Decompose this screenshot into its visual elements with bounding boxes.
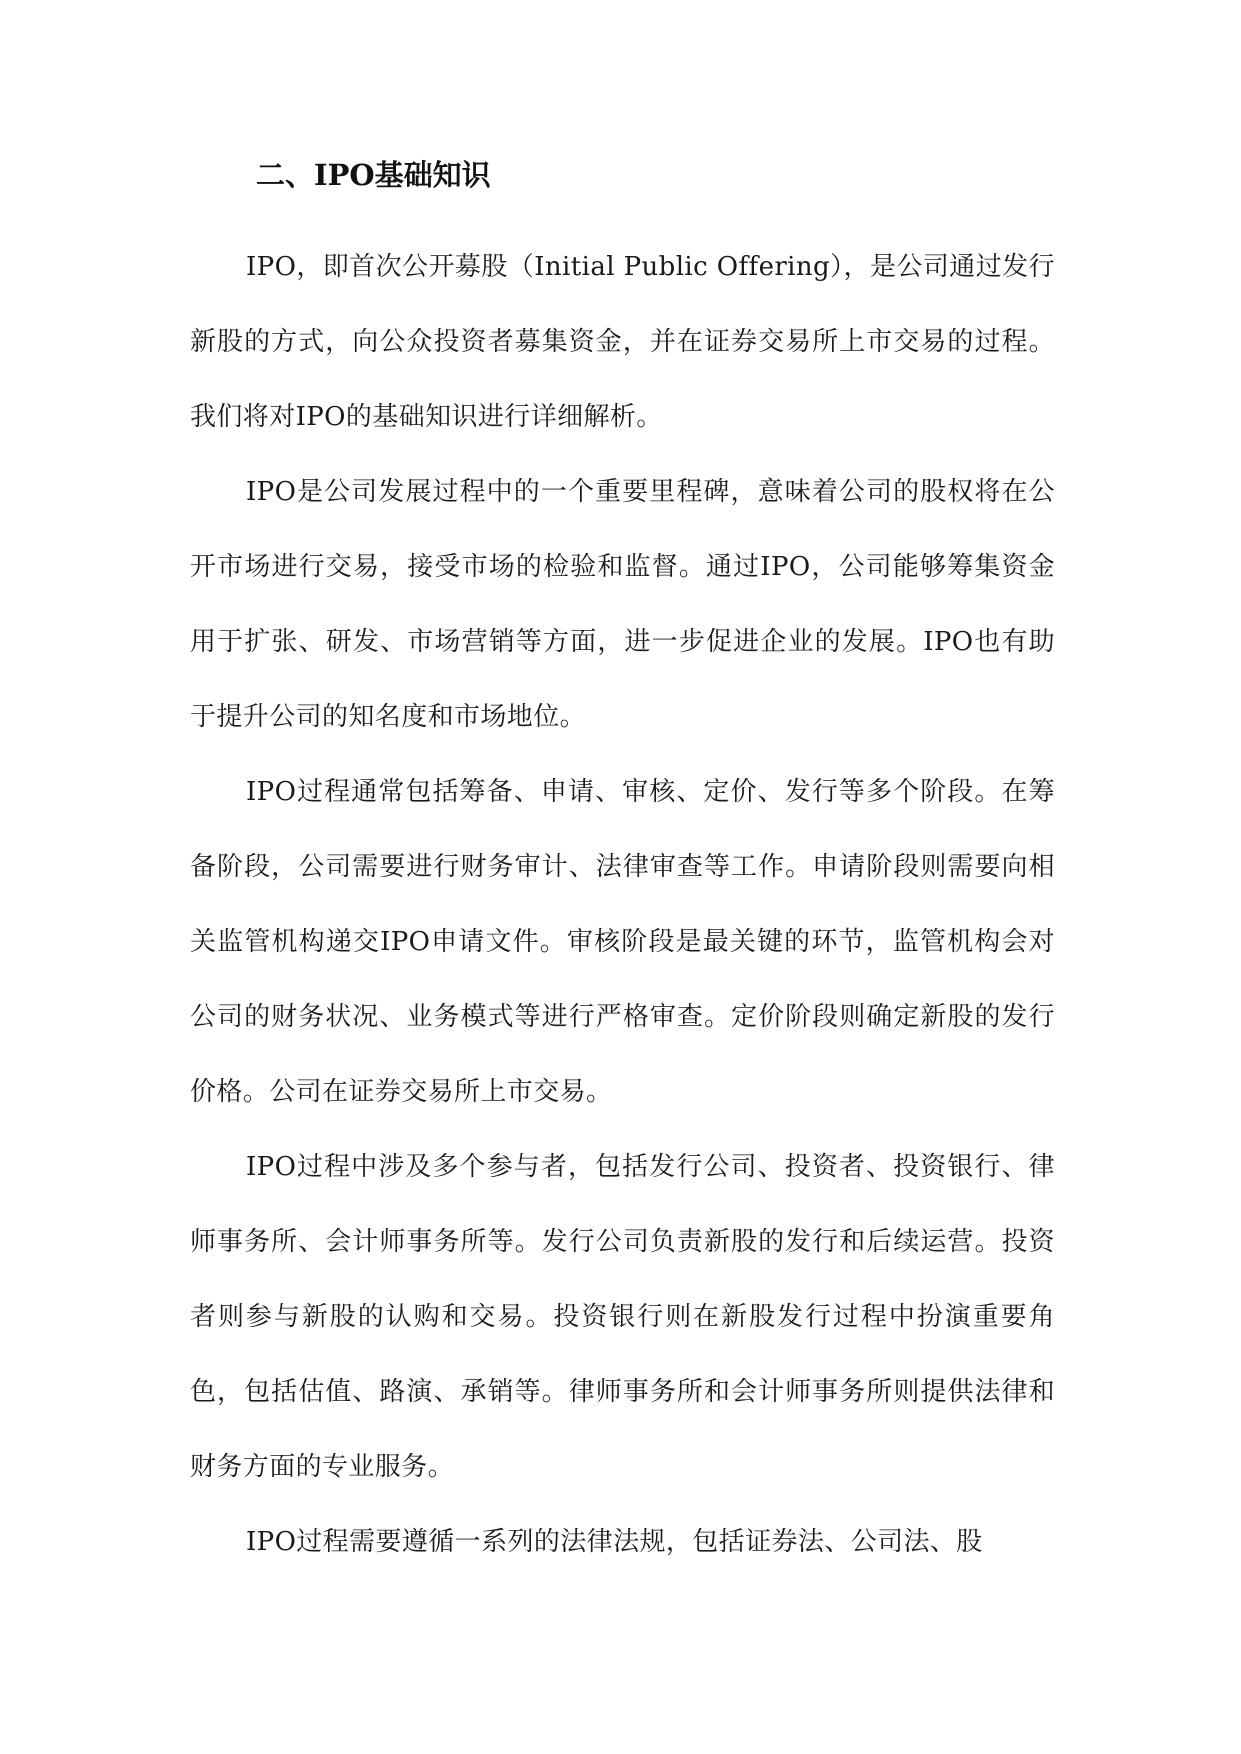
paragraph: IPO过程中涉及多个参与者，包括发行公司、投资者、投资银行、律师事务所、会计师事务所等。发行公司负责新股的发行和后续运营。投资者则参与新股的认购和交易。投资银行则在新股发行过程中扮演重要角色，包括估值、路演、承销等。律师事务所和会计师事务所则提供法律和财务方面的专业服务。 bbox=[190, 1152, 1055, 1482]
paragraph: IPO过程需要遵循一系列的法律法规，包括证券法、公司法、股 bbox=[246, 1527, 983, 1557]
document-body bbox=[190, 230, 1055, 1580]
paragraph: IPO，即首次公开募股（Initial Public Offering），是公司通过发行新股的方式，向公众投资者募集资金，并在证券交易所上市交易的过程。我们将对IPO的基础知识进行详细解析。 bbox=[190, 252, 1055, 432]
paragraph: IPO过程通常包括筹备、申请、审核、定价、发行等多个阶段。在筹备阶段，公司需要进行财务审计、法律审查等工作。申请阶段则需要向相关监管机构递交IPO申请文件。审核阶段是最关键的环节，监管机构会对公司的财务状况、业务模式等进行严格审查。定价阶段则确定新股的发行价格。公司在证券交易所上市交易。 bbox=[190, 777, 1055, 1107]
paragraph: IPO是公司发展过程中的一个重要里程碑，意味着公司的股权将在公开市场进行交易，接受市场的检验和监督。通过IPO，公司能够筹集资金用于扩张、研发、市场营销等方面，进一步促进企业的发展。IPO也有助于提升公司的知名度和市场地位。 bbox=[190, 477, 1055, 732]
section-heading: 二、IPO基础知识 bbox=[256, 158, 491, 192]
